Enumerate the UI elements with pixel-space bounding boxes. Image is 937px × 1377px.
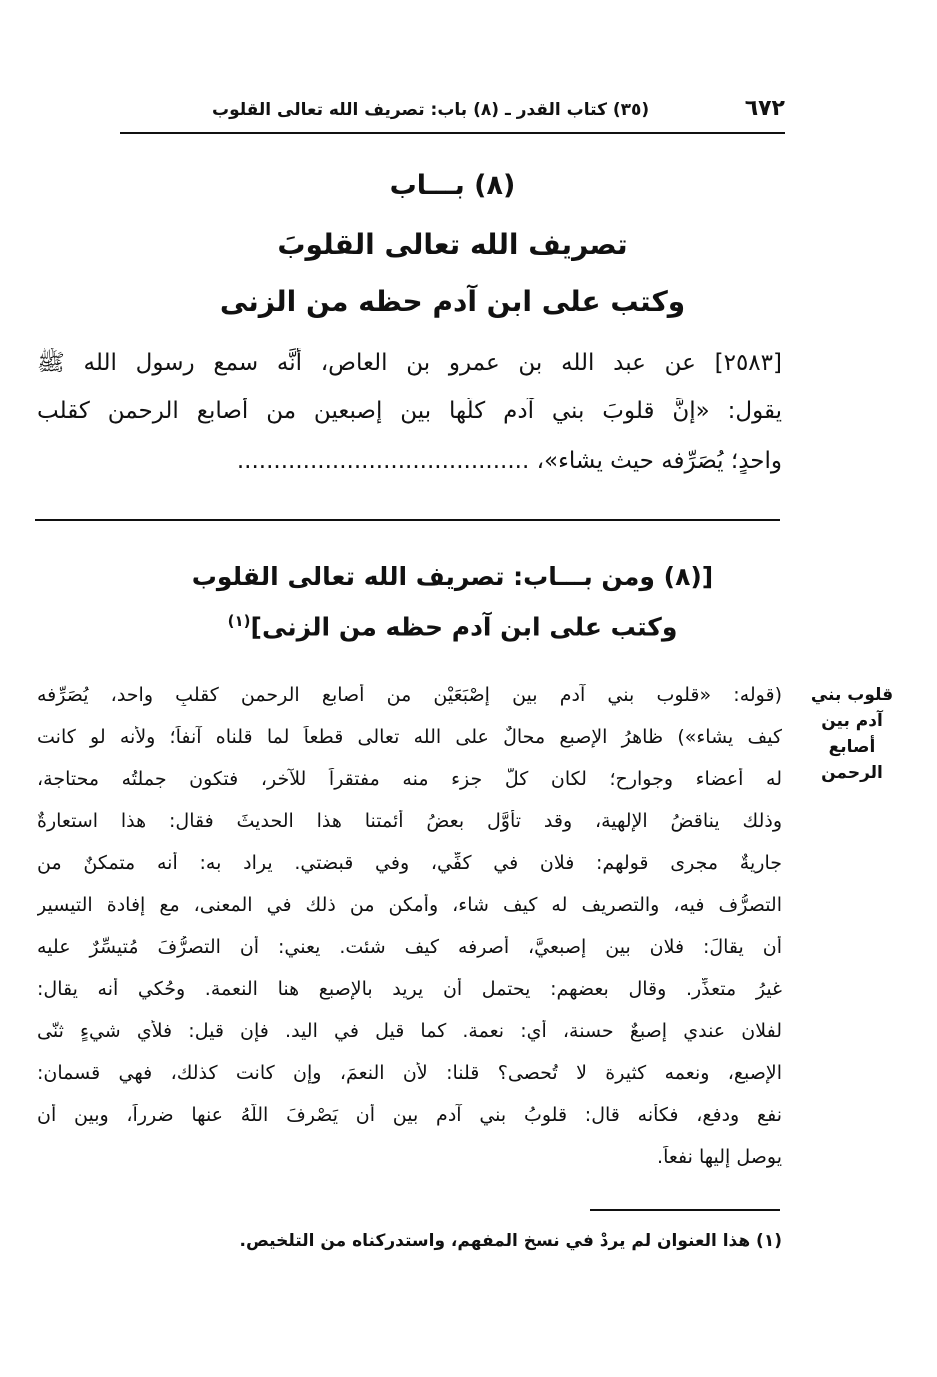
commentary-line: نفع ودفع، فكأنه قال: قلوبُ بني آدم بين أن يَصْرِفَ اللَّهُ عنها ضرراً، وبين أن (37, 1104, 782, 1126)
chapter-title-line1: تصريف الله تعالى القلوبَ (277, 228, 628, 261)
margin-note: قلوب بني آدم بين أصابع الرحمن (810, 685, 894, 783)
footnote-rule (590, 1209, 780, 1211)
running-title: (٣٥) كتاب القدر ـ (٨) باب: تصريف الله تعالى القلوب (212, 100, 650, 120)
commentary-line: غيرُ متعذِّرٍ. وقال بعضهم: يحتمل أن يريد بالإصبع هنا النعمة. وحُكي أنه يقال: (37, 978, 782, 1000)
commentary-line: يوصل إليها نفعاً. (657, 1146, 782, 1168)
commentary-line: (قوله: «قلوب بني آدم بين إِصْبَعَيْن من أصابع الرحمن كقلبٍ واحد، يُصَرِّفه (37, 684, 782, 706)
footnote-ref: (١) (227, 612, 251, 630)
chapter-label: (٨) بـــاب (389, 170, 516, 201)
hadith-line: [٢٥٨٣] عن عبد الله بن عمرو بن العاص، أنَّه سمع رسول الله ﷺ (37, 350, 782, 376)
commentary-heading-line2 (120, 612, 785, 641)
commentary-line: لفلان عندي إصبعٌ حسنة، أي: نعمة. كما قيل في اليد. فإن قيل: فلأي شيءٍ ثنّى (37, 1020, 782, 1042)
commentary-heading-text: وكتب على ابن آدم حظه من الزنى] (250, 612, 678, 642)
hadith-line: يقول: «إنَّ قلوبَ بني آدم كلَّها بين إصبعين من أصابع الرحمن كقلب (37, 398, 782, 424)
page-number: ٦٧٢ (744, 96, 785, 121)
running-header (120, 92, 785, 126)
commentary-line: جاريةٌ مجرى قولهم: فلان في كفِّي، وفي قبضتي. يراد به: أنه متمكنٌ من (37, 852, 782, 874)
chapter-title-line2: وكتب على ابن آدم حظه من الزنى (219, 285, 686, 318)
header-rule (120, 132, 785, 134)
commentary-line: أن يقالَ: فلان بين إصبعيَّ، أصرفه كيف شئت. يعني: أن التصرُّفَ مُتيسِّرٌ عليه (37, 936, 782, 958)
hadith-line: واحدٍ؛ يُصَرِّفه حيث يشاء»، ........................................ (236, 448, 782, 474)
section-divider (35, 519, 780, 521)
footnote: (١) هذا العنوان لم يردْ في نسخ المفهم، واستدركناه من التلخيص. (239, 1231, 782, 1251)
commentary-line: له أعضاء وجوارح؛ لكان كلُّ جزء منه مفتقراً للآخر، فتكون جملتُه محتاجة، (37, 768, 782, 790)
commentary-heading-line1: [(٨) ومن بـــاب: تصريف الله تعالى القلوب (191, 562, 714, 591)
commentary-line: التصرُّف فيه، والتصريف له كيف شاء، وأمكن من ذلك في المعنى، مع إفادة التيسير (37, 894, 782, 916)
commentary-line: الإصبع، ونعمه كثيرة لا تُحصى؟ قلنا: لأن النعمَ، وإن كانت كذلك، فهي قسمان: (37, 1062, 782, 1084)
commentary-line: كيف يشاء») ظاهرُ الإصبع محالٌ على الله تعالى قطعاً لما قلناه آنفاً؛ ولأنه لو كانت (37, 726, 782, 748)
commentary-line: وذلك يناقضُ الإلهية، وقد تأوَّل بعضُ أئمتنا هذا الحديثَ فقال: هذا استعارةٌ (37, 810, 782, 832)
